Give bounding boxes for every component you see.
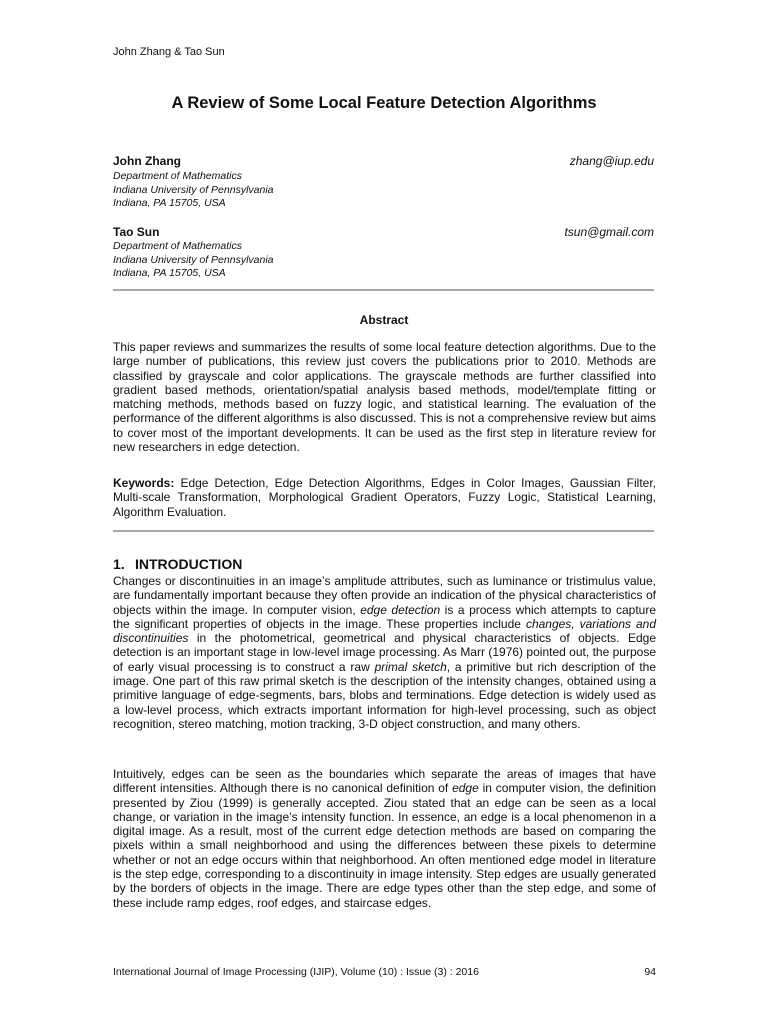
section-title: INTRODUCTION xyxy=(135,556,243,572)
emphasis-text: changes, variations and discontinuities xyxy=(113,616,657,646)
emphasis-text: primal sketch xyxy=(374,659,447,674)
author-email[interactable]: tsun@gmail.com xyxy=(564,225,654,239)
author-name: John Zhang xyxy=(113,154,181,168)
keywords xyxy=(113,476,656,519)
abstract-text xyxy=(113,340,656,454)
affiliation-line: Indiana, PA 15705, USA xyxy=(113,197,226,209)
affiliation-line: Indiana University of Pennsylvania xyxy=(113,183,274,196)
author-affiliation xyxy=(113,170,274,211)
affiliation-line: Department of Mathematics xyxy=(113,170,242,182)
paper-title: A Review of Some Local Feature Detection Algorithms xyxy=(171,94,597,112)
divider-rule xyxy=(113,289,654,291)
page-number: 94 xyxy=(644,966,656,978)
affiliation-line: Department of Mathematics xyxy=(113,240,242,252)
text-run: , a primitive but rich description of the image. One part of this raw primal sketch is the description of the intensity changes, obtained using a primitive language of edge-segments, bars, blobs and terminations. Edge detection is widely used as a low-level process, which extracts important information for high-level processing, such as object recognition, stereo matching, motion tracking, 3-D object construction, and many others. xyxy=(113,659,656,731)
text-run: is a process which attempts to capture the significant properties of objects in the image. These properties include xyxy=(113,602,656,631)
abstract-paragraph: This paper reviews and summarizes the results of some local feature detection algorithms. Due to the large number of publications, this review just covers the publications prior to 2010. Methods are classified by grayscale and color applications. The grayscale methods are further classified into gradient based methods, orientation/spatial analysis based methods, model/template fitting or matching methods, methods based on fuzzy logic, and statistical learning. The evaluation of the performance of the different algorithms is also discussed. This is not a comprehensive review but aims to cover most of the important developments. It can be used as the first step in literature review for new researchers in edge detection. xyxy=(113,340,656,455)
keywords-list: Edge Detection, Edge Detection Algorithms, Edges in Color Images, Gaussian Filter, Multi-scale Transformation, Morphological Gradient Operators, Fuzzy Logic, Statistical Learning, Algorithm Evaluation. xyxy=(113,476,656,519)
text-run: in computer vision, the definition presented by Ziou (1999) is generally accepted. Ziou stated that an edge can be seen as a local change, or variation in the image’s intensity function. In essence, an edge is a local phenomenon in a digital image. As a result, most of the current edge detection methods are based on comparing the pixels within a small neighborhood and using the differences between these pixels to determine whether or not an edge occurs within that neighborhood. An often mentioned edge model in literature is the step edge, corresponding to a discontinuity in image intensity. Step edges are usually generated by the borders of objects in the image. There are edge types other than the step edge, and some of these include ramp edges, roof edges, and staircase edges. xyxy=(113,781,656,910)
author-affiliation xyxy=(113,240,274,281)
text-run: in the photometrical, geometrical and physical characteristics of objects. Edge detection is an important stage in low-level image processing. As Marr (1976) pointed out, the purpose of early visual processing is to construct a raw xyxy=(113,631,656,674)
emphasis-text: edge detection xyxy=(360,602,441,617)
keywords-label: Keywords: xyxy=(113,476,175,490)
footer-journal: International Journal of Image Processing (IJIP), Volume (10) : Issue (3) : 2016 xyxy=(113,966,479,978)
text-run: Intuitively, edges can be seen as the boundaries which separate the areas of images that have different intensities. Although there is no canonical definition of xyxy=(113,767,656,796)
author-name: Tao Sun xyxy=(113,225,160,239)
text-run: Changes or discontinuities in an image’s amplitude attributes, such as luminance or tristimulus value, are fundamentally important because they often provide an indication of the physical characteristics of objects within the image. In computer vision, xyxy=(113,574,656,617)
section-heading xyxy=(113,556,242,572)
affiliation-line: Indiana University of Pennsylvania xyxy=(113,253,274,266)
divider-rule xyxy=(113,530,654,532)
author-email[interactable]: zhang@iup.edu xyxy=(569,154,654,168)
intro-paragraph-1 xyxy=(113,574,656,731)
section-number: 1. xyxy=(113,556,125,572)
running-head: John Zhang & Tao Sun xyxy=(113,46,225,58)
affiliation-line: Indiana, PA 15705, USA xyxy=(113,267,226,279)
abstract-heading: Abstract xyxy=(359,313,409,327)
intro-paragraph-2 xyxy=(113,767,656,910)
emphasis-text: edge xyxy=(452,781,479,796)
